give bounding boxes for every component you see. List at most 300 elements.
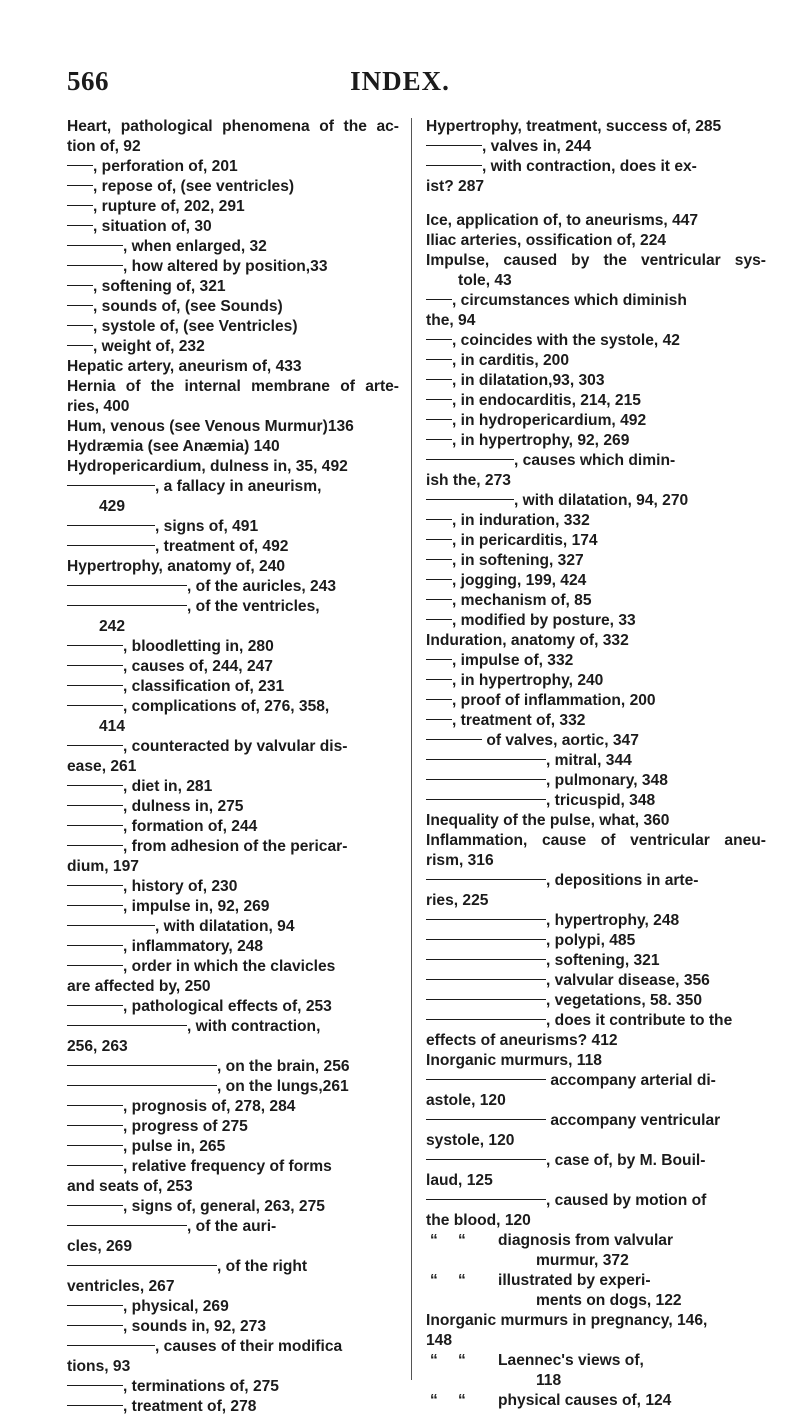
index-text: tole, 43 <box>458 272 512 289</box>
index-text: , bloodletting in, 280 <box>123 638 274 655</box>
index-subentry <box>67 1097 399 1117</box>
index-subentry <box>67 1377 399 1397</box>
index-subentry <box>67 1137 399 1157</box>
ditto-dash <box>67 665 123 666</box>
index-text: , of the right <box>217 1258 308 1275</box>
index-text: the blood, 120 <box>426 1212 531 1229</box>
index-subentry <box>67 1057 399 1077</box>
index-text: , hypertrophy, 248 <box>546 912 680 929</box>
index-entry <box>67 977 399 997</box>
index-text: , with contraction, <box>187 1018 321 1035</box>
index-subentry <box>426 1111 766 1131</box>
index-text: laud, 125 <box>426 1172 493 1189</box>
index-subentry <box>67 657 399 677</box>
index-entry <box>426 231 766 251</box>
index-text: , impulse of, 332 <box>452 652 574 669</box>
index-subentry <box>67 837 399 857</box>
ditto-dash <box>67 1005 123 1006</box>
index-text: Inorganic murmurs, 118 <box>426 1052 602 1069</box>
index-subentry <box>426 431 766 451</box>
index-text: , repose of, (see ventricles) <box>93 178 295 195</box>
index-subentry <box>67 177 399 197</box>
index-entry <box>426 1171 766 1191</box>
index-entry <box>426 1371 766 1391</box>
ditto-dash <box>67 305 93 306</box>
index-column-left <box>67 117 399 1417</box>
ditto-dash <box>426 439 452 440</box>
index-entry <box>67 357 399 377</box>
index-entry <box>67 1237 399 1257</box>
index-text: ventricles, 267 <box>67 1278 175 1295</box>
index-entry <box>426 1231 766 1251</box>
index-entry <box>426 1051 766 1071</box>
index-entry <box>67 1037 399 1057</box>
index-text: , sounds of, (see Sounds) <box>93 298 283 315</box>
ditto-dash <box>426 1019 546 1020</box>
index-text: , impulse in, 92, 269 <box>123 898 270 915</box>
index-text: , treatment of, 278 <box>123 1398 257 1415</box>
index-text: , weight of, 232 <box>93 338 205 355</box>
index-text: , depositions in arte- <box>546 872 699 889</box>
index-subentry <box>426 791 766 811</box>
index-subentry <box>67 157 399 177</box>
index-subentry <box>67 1297 399 1317</box>
index-text: , pathological effects of, 253 <box>123 998 332 1015</box>
index-subentry <box>426 691 766 711</box>
index-subentry <box>67 1197 399 1217</box>
index-text: Hepatic artery, aneurism of, 433 <box>67 358 302 375</box>
index-text: , caused by motion of <box>546 1192 707 1209</box>
ditto-dash <box>426 1079 546 1080</box>
index-text: , vegetations, 58. 350 <box>546 992 703 1009</box>
ditto-dash <box>426 599 452 600</box>
index-text: , formation of, 244 <box>123 818 258 835</box>
index-column-right <box>426 117 766 1411</box>
index-text: , dulness in, 275 <box>123 798 244 815</box>
index-text: , in carditis, 200 <box>452 352 570 369</box>
index-subentry <box>426 1071 766 1091</box>
index-subentry <box>426 451 766 471</box>
index-subentry <box>67 217 399 237</box>
index-text: tions, 93 <box>67 1358 131 1375</box>
index-subentry <box>426 1151 766 1171</box>
ditto-dash <box>426 799 546 800</box>
ditto-dash <box>67 545 155 546</box>
ditto-dash <box>67 1165 123 1166</box>
index-entry <box>67 1277 399 1297</box>
index-text: , of the auricles, 243 <box>187 578 337 595</box>
index-text: Inorganic murmurs in pregnancy, 146, <box>426 1312 708 1329</box>
ditto-dash <box>67 925 155 926</box>
ditto-dash <box>426 759 546 760</box>
index-text: Hypertrophy, treatment, success of, 285 <box>426 118 722 135</box>
index-text: accompany arterial di- <box>546 1072 716 1089</box>
index-entry <box>67 417 399 437</box>
ditto-dash <box>426 999 546 1000</box>
index-text: , signs of, 491 <box>155 518 259 535</box>
index-entry <box>426 117 766 137</box>
index-subentry <box>67 317 399 337</box>
index-text: Induration, anatomy of, 332 <box>426 632 629 649</box>
index-subentry <box>67 1217 399 1237</box>
index-subentry <box>426 511 766 531</box>
index-text: , history of, 230 <box>123 878 238 895</box>
index-subentry <box>67 237 399 257</box>
index-subentry <box>426 751 766 771</box>
index-text: ist? 287 <box>426 178 485 195</box>
index-subentry <box>67 697 399 717</box>
index-text: , softening, 321 <box>546 952 660 969</box>
index-text: , systole of, (see Ventricles) <box>93 318 298 335</box>
ditto-dash <box>67 605 187 606</box>
index-text: , a fallacy in aneurism, <box>155 478 322 495</box>
index-subentry <box>426 571 766 591</box>
ditto-dash <box>426 359 452 360</box>
index-entry <box>426 831 766 851</box>
ditto-dash <box>426 659 452 660</box>
index-text: , in hypertrophy, 240 <box>452 672 604 689</box>
index-entry <box>426 1291 766 1311</box>
index-text: accompany ventricular <box>546 1112 721 1129</box>
ditto-dash <box>426 1119 546 1120</box>
index-text: , prognosis of, 278, 284 <box>123 1098 296 1115</box>
index-text: , mitral, 344 <box>546 752 632 769</box>
index-subentry <box>67 877 399 897</box>
ditto-dash <box>426 779 546 780</box>
index-entry <box>426 271 766 291</box>
index-text: cles, 269 <box>67 1238 133 1255</box>
ditto-dash <box>67 525 155 526</box>
index-subentry <box>67 1317 399 1337</box>
index-entry <box>426 1391 766 1411</box>
ditto-dash <box>426 579 452 580</box>
index-entry <box>426 471 766 491</box>
index-text: systole, 120 <box>426 1132 515 1149</box>
ditto-dash <box>67 905 123 906</box>
ditto-dash <box>67 1405 123 1406</box>
index-subentry <box>426 411 766 431</box>
index-text: , in pericarditis, 174 <box>452 532 598 549</box>
ditto-dash <box>67 805 123 806</box>
ditto-dash <box>67 1265 217 1266</box>
index-text: , causes of their modifica <box>155 1338 343 1355</box>
ditto-dash <box>426 699 452 700</box>
index-text: , softening of, 321 <box>93 278 226 295</box>
index-text: , pulse in, 265 <box>123 1138 226 1155</box>
index-text: dium, 197 <box>67 858 139 875</box>
index-text: , does it contribute to the <box>546 1012 733 1029</box>
index-text: ries, 400 <box>67 398 130 415</box>
index-text: 256, 263 <box>67 1038 128 1055</box>
index-subentry <box>67 797 399 817</box>
index-text: , circumstances which diminish <box>452 292 687 309</box>
index-subentry <box>426 1191 766 1211</box>
index-entry <box>67 617 399 637</box>
index-text: , complications of, 276, 358, <box>123 698 330 715</box>
index-text: , causes of, 244, 247 <box>123 658 273 675</box>
index-text: , with dilatation, 94 <box>155 918 295 935</box>
index-text: , valvular disease, 356 <box>546 972 710 989</box>
ditto-dash <box>67 685 123 686</box>
index-entry <box>67 377 399 397</box>
ditto-dash <box>426 939 546 940</box>
ditto-dash <box>67 345 93 346</box>
index-entry <box>67 857 399 877</box>
index-text: , proof of inflammation, 200 <box>452 692 656 709</box>
index-entry <box>67 457 399 477</box>
index-subentry <box>67 777 399 797</box>
ditto-dash <box>426 499 514 500</box>
ditto-dash <box>67 1145 123 1146</box>
ditto-dash <box>67 325 93 326</box>
index-text: , perforation of, 201 <box>93 158 238 175</box>
index-subentry <box>67 537 399 557</box>
index-entry <box>426 1311 766 1331</box>
index-subentry <box>67 677 399 697</box>
index-subentry <box>426 551 766 571</box>
index-entry <box>67 397 399 417</box>
index-text: , progress of 275 <box>123 1118 248 1135</box>
index-text: 429 <box>99 498 126 515</box>
index-text: “ “ diagnosis from valvular <box>430 1232 674 1249</box>
index-entry <box>67 117 399 137</box>
index-subentry <box>67 917 399 937</box>
index-text: Hernia of the internal membrane of arte- <box>67 378 399 395</box>
index-text: , counteracted by valvular dis- <box>123 738 348 755</box>
ditto-dash <box>426 165 482 166</box>
index-subentry <box>426 391 766 411</box>
column-divider <box>411 118 412 1380</box>
ditto-dash <box>426 459 514 460</box>
index-text: , inflammatory, 248 <box>123 938 264 955</box>
index-subentry <box>67 737 399 757</box>
index-text: Hydropericardium, dulness in, 35, 492 <box>67 458 348 475</box>
index-subentry <box>67 1337 399 1357</box>
index-text: , treatment of, 492 <box>155 538 289 555</box>
index-entry <box>426 1331 766 1351</box>
index-text: ments on dogs, 122 <box>536 1292 682 1309</box>
running-head: INDEX. <box>350 66 450 96</box>
index-subentry <box>67 337 399 357</box>
index-text: , in endocarditis, 214, 215 <box>452 392 641 409</box>
index-text: 118 <box>536 1372 562 1389</box>
ditto-dash <box>67 885 123 886</box>
ditto-dash <box>67 1085 217 1086</box>
index-text: “ “ illustrated by experi- <box>430 1272 651 1289</box>
index-entry <box>426 891 766 911</box>
ditto-dash <box>426 379 452 380</box>
index-text: , rupture of, 202, 291 <box>93 198 245 215</box>
index-text: , on the lungs,261 <box>217 1078 349 1095</box>
index-subentry <box>426 911 766 931</box>
index-text: , on the brain, 256 <box>217 1058 350 1075</box>
index-text: , how altered by position,33 <box>123 258 328 275</box>
index-text: Inequality of the pulse, what, 360 <box>426 812 670 829</box>
index-subentry <box>426 991 766 1011</box>
index-text: of valves, aortic, 347 <box>482 732 639 749</box>
ditto-dash <box>67 1105 123 1106</box>
index-text: ease, 261 <box>67 758 137 775</box>
index-subentry <box>426 771 766 791</box>
ditto-dash <box>426 399 452 400</box>
ditto-dash <box>67 265 123 266</box>
index-text: , terminations of, 275 <box>123 1378 279 1395</box>
index-subentry <box>67 937 399 957</box>
index-text: murmur, 372 <box>536 1252 629 1269</box>
index-text: Hum, venous (see Venous Murmur)136 <box>67 418 354 435</box>
index-text: , coincides with the systole, 42 <box>452 332 680 349</box>
ditto-dash <box>67 585 187 586</box>
index-text: , order in which the clavicles <box>123 958 336 975</box>
ditto-dash <box>67 1205 123 1206</box>
index-entry <box>67 557 399 577</box>
index-text: ish the, 273 <box>426 472 511 489</box>
ditto-dash <box>67 1225 187 1226</box>
index-subentry <box>426 351 766 371</box>
ditto-dash <box>426 559 452 560</box>
index-subentry <box>67 1117 399 1137</box>
index-text: Heart, pathological phenomena of the ac- <box>67 118 399 135</box>
index-text: , valves in, 244 <box>482 138 592 155</box>
index-subentry <box>67 897 399 917</box>
index-subentry <box>426 591 766 611</box>
index-subentry <box>67 517 399 537</box>
ditto-dash <box>67 845 123 846</box>
index-text: , diet in, 281 <box>123 778 213 795</box>
index-subentry <box>67 197 399 217</box>
index-entry <box>426 1091 766 1111</box>
ditto-dash <box>426 1159 546 1160</box>
page-number: 566 <box>67 66 109 96</box>
index-text: , physical, 269 <box>123 1298 229 1315</box>
index-text: tion of, 92 <box>67 138 141 155</box>
index-entry <box>67 437 399 457</box>
index-subentry <box>67 597 399 617</box>
index-text: 242 <box>99 618 126 635</box>
index-text: , mechanism of, 85 <box>452 592 592 609</box>
index-entry <box>426 177 766 197</box>
ditto-dash <box>67 1385 123 1386</box>
ditto-dash <box>67 225 93 226</box>
index-text: “ “ physical causes of, 124 <box>430 1392 672 1409</box>
index-subentry <box>426 971 766 991</box>
index-entry <box>426 1251 766 1271</box>
index-text: , signs of, general, 263, 275 <box>123 1198 325 1215</box>
index-text: , in dilatation,93, 303 <box>452 372 605 389</box>
index-text: Iliac arteries, ossification of, 224 <box>426 232 667 249</box>
index-text: Impulse, caused by the ventricular sys- <box>426 252 766 269</box>
ditto-dash <box>426 919 546 920</box>
index-text: , case of, by M. Bouil- <box>546 1152 706 1169</box>
index-entry <box>67 137 399 157</box>
index-text: Hypertrophy, anatomy of, 240 <box>67 558 286 575</box>
ditto-dash <box>426 1199 546 1200</box>
ditto-dash <box>426 959 546 960</box>
ditto-dash <box>67 645 123 646</box>
ditto-dash <box>67 165 93 166</box>
index-subentry <box>67 1257 399 1277</box>
ditto-dash <box>426 419 452 420</box>
index-text: , with contraction, does it ex- <box>482 158 697 175</box>
index-text: 414 <box>99 718 126 735</box>
index-subentry <box>426 871 766 891</box>
index-entry <box>426 851 766 871</box>
index-text: , of the auri- <box>187 1218 277 1235</box>
index-entry <box>67 1357 399 1377</box>
index-text: , modified by posture, 33 <box>452 612 636 629</box>
index-text: , tricuspid, 348 <box>546 792 656 809</box>
ditto-dash <box>426 739 482 740</box>
index-subentry <box>67 257 399 277</box>
index-entry <box>67 757 399 777</box>
index-text: Hydræmia (see Anæmia) 140 <box>67 438 280 455</box>
index-entry <box>67 717 399 737</box>
ditto-dash <box>67 205 93 206</box>
index-entry <box>426 1271 766 1291</box>
index-text: , of the ventricles, <box>187 598 320 615</box>
index-entry <box>67 497 399 517</box>
ditto-dash <box>426 299 452 300</box>
index-text: , classification of, 231 <box>123 678 285 695</box>
index-text: , in hypertrophy, 92, 269 <box>452 432 630 449</box>
index-subentry <box>67 277 399 297</box>
index-subentry <box>67 1077 399 1097</box>
ditto-dash <box>426 619 452 620</box>
index-text: , in hydropericardium, 492 <box>452 412 647 429</box>
index-subentry <box>67 1017 399 1037</box>
index-subentry <box>67 297 399 317</box>
index-text: “ “ Laennec's views of, <box>430 1352 644 1369</box>
index-subentry <box>426 291 766 311</box>
ditto-dash <box>67 1025 187 1026</box>
index-subentry <box>426 651 766 671</box>
ditto-dash <box>67 285 93 286</box>
index-subentry <box>426 711 766 731</box>
index-entry <box>67 1177 399 1197</box>
index-text: and seats of, 253 <box>67 1178 193 1195</box>
index-text: , situation of, 30 <box>93 218 212 235</box>
index-subentry <box>426 951 766 971</box>
ditto-dash <box>426 519 452 520</box>
ditto-dash <box>67 1305 123 1306</box>
index-entry <box>426 1211 766 1231</box>
index-text: , from adhesion of the pericar- <box>123 838 348 855</box>
index-text: ries, 225 <box>426 892 489 909</box>
index-entry <box>426 211 766 231</box>
index-text: , jogging, 199, 424 <box>452 572 587 589</box>
ditto-dash <box>67 1345 155 1346</box>
ditto-dash <box>67 945 123 946</box>
index-entry <box>426 251 766 271</box>
index-entry <box>426 1351 766 1371</box>
index-subentry <box>426 931 766 951</box>
index-text: the, 94 <box>426 312 476 329</box>
index-text: Inflammation, cause of ventricular aneu- <box>426 832 766 849</box>
ditto-dash <box>67 185 93 186</box>
index-text: effects of aneurisms? 412 <box>426 1032 618 1049</box>
index-subentry <box>426 371 766 391</box>
ditto-dash <box>67 1065 217 1066</box>
index-text: are affected by, 250 <box>67 978 211 995</box>
index-subentry <box>426 137 766 157</box>
index-subentry <box>426 491 766 511</box>
index-text: rism, 316 <box>426 852 494 869</box>
index-subentry <box>67 637 399 657</box>
index-subentry <box>67 1157 399 1177</box>
ditto-dash <box>67 705 123 706</box>
ditto-dash <box>426 145 482 146</box>
ditto-dash <box>67 785 123 786</box>
